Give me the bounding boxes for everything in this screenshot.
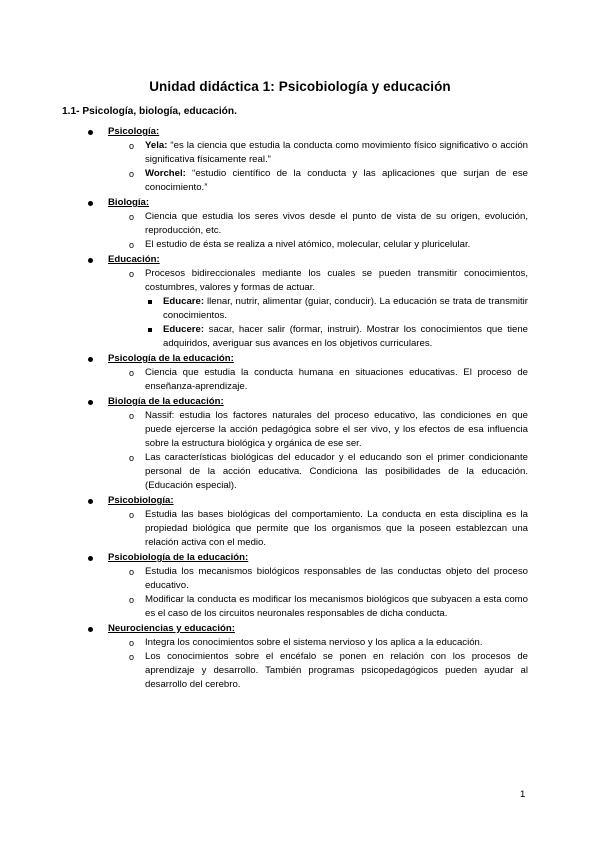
circle-bullet-icon: o bbox=[129, 141, 135, 151]
subsub-item-text bbox=[163, 323, 528, 351]
sub-item-text bbox=[145, 451, 528, 493]
sub-item bbox=[108, 650, 528, 692]
circle-bullet-icon: o bbox=[129, 453, 135, 463]
sub-item-text bbox=[145, 593, 528, 621]
sub-item-text bbox=[145, 267, 528, 295]
item-text: Procesos bidireccionales mediante los cuales se pueden transmitir conocimientos, costumbres, valores y formas de actuar. bbox=[145, 268, 528, 293]
term-label: Educere: bbox=[163, 324, 205, 335]
sub-item bbox=[108, 366, 528, 394]
document-content bbox=[0, 125, 600, 693]
bullet-item bbox=[0, 494, 600, 550]
bullet-dot-icon bbox=[88, 258, 93, 263]
subsub-item bbox=[145, 323, 528, 351]
sub-item bbox=[108, 409, 528, 451]
bullet-heading: Psicobiología: bbox=[108, 495, 174, 506]
item-text: “estudio científico de la conducta y las aplicaciones que surjan de ese conocimiento.” bbox=[145, 168, 528, 193]
item-text: Integra los conocimientos sobre el sistema nervioso y los aplica a la educación. bbox=[145, 637, 483, 648]
bullet-dot-icon bbox=[88, 499, 93, 504]
item-text: Nassif: estudia los factores naturales del proceso educativo, las condiciones en que puede ejercerse la acción pedagógica sobre el ser vivo, y los efectos de esa influencia sobre la estructura biológica y orgánica de ese ser. bbox=[145, 410, 528, 449]
bullet-heading: Biología: bbox=[108, 197, 150, 208]
sub-list bbox=[108, 267, 600, 351]
bullet-heading: Psicología: bbox=[108, 126, 160, 137]
bullet-item bbox=[0, 352, 600, 394]
item-text: Modificar la conducta es modificar los mecanismos biológicos que subyacen a esta como es el caso de los circuitos neuronales responsables de dicha conducta. bbox=[145, 594, 528, 619]
sub-item-text bbox=[145, 409, 528, 451]
bullet-heading: Psicobiología de la educación: bbox=[108, 552, 249, 563]
circle-bullet-icon: o bbox=[129, 212, 135, 222]
item-text: Estudia los mecanismos biológicos responsables de las conductas objeto del proceso educativo. bbox=[145, 566, 528, 591]
circle-bullet-icon: o bbox=[129, 411, 135, 421]
bullet-dot-icon bbox=[88, 201, 93, 206]
bullet-item bbox=[0, 125, 600, 195]
sub-list bbox=[108, 139, 600, 195]
subsub-item-text bbox=[163, 295, 528, 323]
item-text: Ciencia que estudia la conducta humana en situaciones educativas. El proceso de enseñanza-aprendizaje. bbox=[145, 367, 528, 392]
item-text: Ciencia que estudia los seres vivos desde el punto de vista de su origen, evolución, reproducción, etc. bbox=[145, 211, 528, 236]
sub-item-text bbox=[145, 565, 528, 593]
circle-bullet-icon: o bbox=[129, 638, 135, 648]
sub-list bbox=[108, 366, 600, 394]
sub-item-text bbox=[145, 650, 528, 692]
sub-item-text bbox=[145, 238, 528, 252]
item-text: “es la ciencia que estudia la conducta como movimiento físico significativo o acción significativa físicamente real.” bbox=[145, 140, 528, 165]
bullet-dot-icon bbox=[88, 627, 93, 632]
bullet-dot-icon bbox=[88, 400, 93, 405]
subsub-list bbox=[145, 295, 528, 351]
circle-bullet-icon: o bbox=[129, 510, 135, 520]
outline-list bbox=[0, 125, 600, 692]
page-title: Unidad didáctica 1: Psicobiología y educación bbox=[149, 79, 451, 94]
bullet-heading: Educación: bbox=[108, 254, 160, 265]
circle-bullet-icon: o bbox=[129, 240, 135, 250]
sub-item-text bbox=[145, 636, 528, 650]
sub-item bbox=[108, 451, 528, 493]
sub-list bbox=[108, 409, 600, 493]
sub-item-text bbox=[145, 366, 528, 394]
sub-item bbox=[108, 238, 528, 252]
item-text: Las características biológicas del educador y el educando son el primer condicionante personal de la acción educativa. Condiciona las posibilidades de la educación. (Educación especial). bbox=[145, 452, 528, 491]
sub-list bbox=[108, 210, 600, 252]
bullet-heading: Neurociencias y educación: bbox=[108, 623, 235, 634]
sub-item-text bbox=[145, 167, 528, 195]
term-label: Worchel: bbox=[145, 168, 186, 179]
circle-bullet-icon: o bbox=[129, 567, 135, 577]
circle-bullet-icon: o bbox=[129, 368, 135, 378]
square-bullet-icon bbox=[148, 328, 152, 332]
sub-list bbox=[108, 508, 600, 550]
item-text: Los conocimientos sobre el encéfalo se ponen en relación con los procesos de aprendizaje y desarrollo. También programas psicopedagógicos pueden ayudar al desarrollo del cerebro. bbox=[145, 651, 528, 690]
circle-bullet-icon: o bbox=[129, 652, 135, 662]
bullet-dot-icon bbox=[88, 357, 93, 362]
bullet-heading: Biología de la educación: bbox=[108, 396, 224, 407]
sub-item bbox=[108, 210, 528, 238]
circle-bullet-icon: o bbox=[129, 269, 135, 279]
bullet-dot-icon bbox=[88, 556, 93, 561]
bullet-item bbox=[0, 622, 600, 692]
bullet-dot-icon bbox=[88, 130, 93, 135]
sub-item bbox=[108, 139, 528, 167]
bullet-item bbox=[0, 253, 600, 351]
item-text: llenar, nutrir, alimentar (guiar, conducir). La educación se trata de transmitir conocimientos. bbox=[163, 296, 528, 321]
sub-item bbox=[108, 593, 528, 621]
term-label: Educare: bbox=[163, 296, 205, 307]
square-bullet-icon bbox=[148, 300, 152, 304]
sub-item bbox=[108, 167, 528, 195]
page-number: 1 bbox=[520, 789, 526, 800]
bullet-item bbox=[0, 196, 600, 252]
bullet-heading: Psicología de la educación: bbox=[108, 353, 234, 364]
item-text: Estudia las bases biológicas del comportamiento. La conducta en esta disciplina es la propiedad biológica que permite que los organismos que la poseen establezcan una relación activa con el medio. bbox=[145, 509, 528, 548]
sub-item bbox=[108, 267, 528, 351]
item-text: sacar, hacer salir (formar, instruir). Mostrar los conocimientos que tiene adquiridos, averiguar sus avances en los objetivos curriculares. bbox=[163, 324, 528, 349]
bullet-item bbox=[0, 395, 600, 493]
term-label: Yela: bbox=[145, 140, 168, 151]
sub-item bbox=[108, 508, 528, 550]
sub-item-text bbox=[145, 508, 528, 550]
sub-list bbox=[108, 565, 600, 621]
section-heading: 1.1- Psicología, biología, educación. bbox=[62, 106, 237, 117]
sub-item bbox=[108, 565, 528, 593]
circle-bullet-icon: o bbox=[129, 169, 135, 179]
sub-item-text bbox=[145, 139, 528, 167]
circle-bullet-icon: o bbox=[129, 595, 135, 605]
bullet-item bbox=[0, 551, 600, 621]
sub-item bbox=[108, 636, 528, 650]
sub-list bbox=[108, 636, 600, 692]
sub-item-text bbox=[145, 210, 528, 238]
item-text: El estudio de ésta se realiza a nivel atómico, molecular, celular y pluricelular. bbox=[145, 239, 471, 250]
subsub-item bbox=[145, 295, 528, 323]
